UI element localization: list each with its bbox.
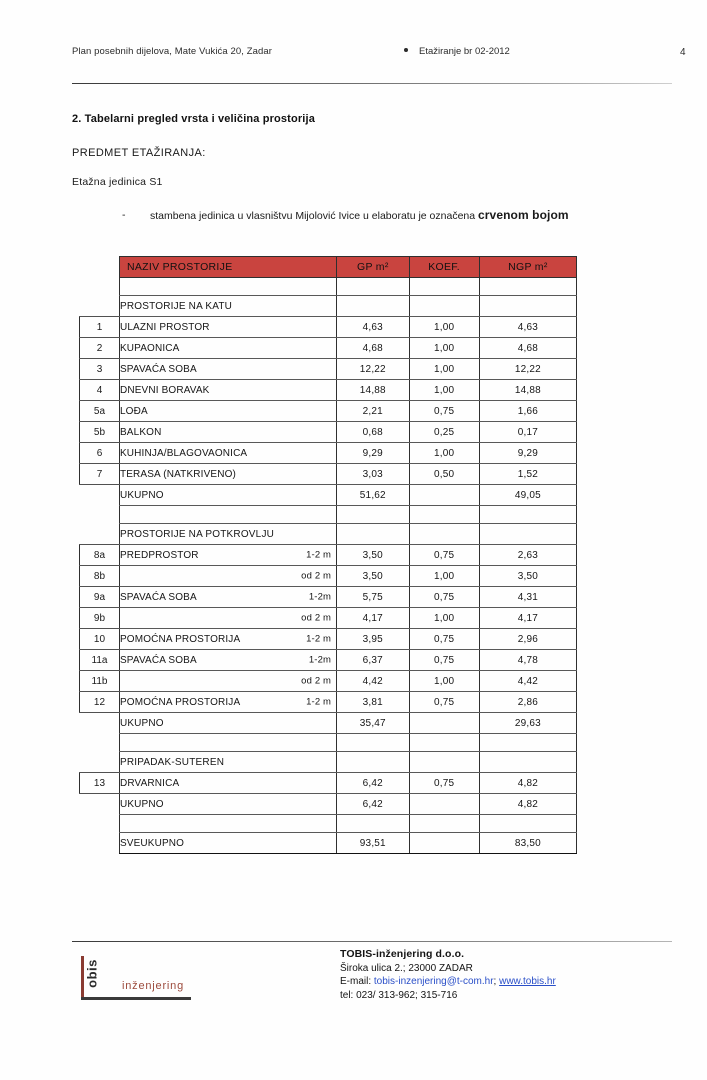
row-index-cell: 7 — [80, 464, 120, 485]
row-koef-cell: 1,00 — [409, 443, 479, 464]
bullet-icon — [404, 48, 408, 52]
row-gp-cell: 3,95 — [337, 629, 409, 650]
row-koef-cell — [409, 524, 479, 545]
table-section-row — [80, 296, 577, 317]
spacer-index-cell — [80, 815, 120, 833]
row-gp-cell: 4,17 — [337, 608, 409, 629]
spacer-name-cell — [119, 815, 336, 833]
row-koef-cell — [409, 752, 479, 773]
row-gp-cell — [337, 752, 409, 773]
row-name-cell: SPAVAĆA SOBA — [119, 359, 336, 380]
logo-horizontal-bar — [81, 997, 191, 1000]
row-koef-cell: 1,00 — [409, 380, 479, 401]
row-ngp-cell: 49,05 — [479, 485, 576, 506]
row-name-cell: LOĐA — [119, 401, 336, 422]
bullet-paragraph — [122, 208, 640, 224]
row-koef-cell — [409, 794, 479, 815]
row-ngp-cell: 0,17 — [479, 422, 576, 443]
header-reference-text: Etažiranje br 02-2012 — [419, 46, 510, 57]
table-row — [80, 671, 577, 692]
room-schedule-table — [79, 256, 577, 854]
footer-website-link[interactable]: www.tobis.hr — [499, 976, 556, 987]
row-koef-cell: 1,00 — [409, 608, 479, 629]
row-ngp-cell: 29,63 — [479, 713, 576, 734]
row-index-cell — [80, 524, 120, 545]
row-height-band-label: od 2 m — [301, 570, 332, 582]
table-subtotal-row — [80, 485, 577, 506]
subject-label: PREDMET ETAŽIRANJA: — [72, 147, 206, 159]
row-ngp-cell: 2,96 — [479, 629, 576, 650]
footer-divider — [72, 941, 672, 942]
spacer-name-cell — [119, 506, 336, 524]
table-spacer-row — [80, 734, 577, 752]
row-name-cell: KUHINJA/BLAGOVAONICA — [119, 443, 336, 464]
row-koef-cell: 1,00 — [409, 671, 479, 692]
row-gp-cell: 4,42 — [337, 671, 409, 692]
table-head — [80, 257, 577, 278]
row-ngp-cell: 4,78 — [479, 650, 576, 671]
row-index-cell — [80, 713, 120, 734]
table-row — [80, 629, 577, 650]
row-ngp-cell: 4,42 — [479, 671, 576, 692]
footer-company-name: TOBIS-inženjering d.o.o. — [340, 948, 465, 960]
row-index-cell: 3 — [80, 359, 120, 380]
row-index-cell: 12 — [80, 692, 120, 713]
row-name-cell — [119, 566, 336, 587]
table-row — [80, 692, 577, 713]
row-ngp-cell — [479, 524, 576, 545]
row-index-cell — [80, 794, 120, 815]
page-number: 4 — [680, 47, 686, 58]
row-name-cell: UKUPNO — [119, 485, 336, 506]
bullet-text-lead: stambena jedinica u vlasništvu Mijolović Ivice u elaboratu je označena — [150, 210, 479, 222]
row-index-cell: 5a — [80, 401, 120, 422]
row-gp-cell: 2,21 — [337, 401, 409, 422]
row-ngp-cell: 2,86 — [479, 692, 576, 713]
spacer-index-cell — [80, 734, 120, 752]
column-header-gp: GP m² — [337, 257, 409, 278]
row-gp-cell: 0,68 — [337, 422, 409, 443]
spacer-ngp-cell — [479, 278, 576, 296]
row-ngp-cell: 4,17 — [479, 608, 576, 629]
spacer-koef-cell — [409, 278, 479, 296]
row-koef-cell: 0,50 — [409, 464, 479, 485]
row-ngp-cell — [479, 752, 576, 773]
footer-email-separator: ; — [493, 976, 500, 987]
row-gp-cell — [337, 296, 409, 317]
spacer-index-cell — [80, 506, 120, 524]
spacer-gp-cell — [337, 278, 409, 296]
row-gp-cell: 12,22 — [337, 359, 409, 380]
row-ngp-cell: 1,52 — [479, 464, 576, 485]
table-body — [80, 278, 577, 854]
footer-contact-block — [340, 948, 556, 1002]
footer-email-line — [340, 975, 556, 989]
table-row — [80, 650, 577, 671]
spacer-name-cell — [119, 734, 336, 752]
row-ngp-cell: 9,29 — [479, 443, 576, 464]
spacer-koef-cell — [409, 815, 479, 833]
row-koef-cell: 1,00 — [409, 317, 479, 338]
logo-vertical-bar — [81, 956, 84, 1000]
row-gp-cell: 4,68 — [337, 338, 409, 359]
row-koef-cell — [409, 296, 479, 317]
row-name-cell: ULAZNI PROSTOR — [119, 317, 336, 338]
spacer-koef-cell — [409, 734, 479, 752]
row-gp-cell: 3,81 — [337, 692, 409, 713]
row-index-cell: 11a — [80, 650, 120, 671]
unit-label: Etažna jedinica S1 — [72, 176, 163, 188]
row-koef-cell: 1,00 — [409, 338, 479, 359]
row-koef-cell: 0,75 — [409, 773, 479, 794]
row-gp-cell: 93,51 — [337, 833, 409, 854]
row-name-cell: SPAVAĆA SOBA 1-2m — [119, 650, 336, 671]
header-document-title: Plan posebnih dijelova, Mate Vukića 20, Zadar — [72, 46, 273, 57]
row-index-cell — [80, 833, 120, 854]
row-index-cell: 8a — [80, 545, 120, 566]
header-divider — [72, 83, 672, 84]
spacer-name-cell — [119, 278, 336, 296]
row-gp-cell: 3,50 — [337, 545, 409, 566]
row-koef-cell — [409, 713, 479, 734]
row-gp-cell: 14,88 — [337, 380, 409, 401]
row-koef-cell — [409, 485, 479, 506]
footer-email-link[interactable]: tobis-inzenjering@t-com.hr — [373, 976, 494, 987]
row-gp-cell: 5,75 — [337, 587, 409, 608]
table-spacer-row — [80, 278, 577, 296]
row-height-band-label: 1-2m — [308, 591, 332, 603]
row-ngp-cell: 3,50 — [479, 566, 576, 587]
row-koef-cell: 1,00 — [409, 566, 479, 587]
column-header-koef: KOEF. — [409, 257, 479, 278]
table-row — [80, 545, 577, 566]
row-gp-cell: 35,47 — [337, 713, 409, 734]
table-section-row — [80, 752, 577, 773]
row-gp-cell: 4,63 — [337, 317, 409, 338]
table-row — [80, 443, 577, 464]
row-height-band-label: 1-2 m — [306, 696, 332, 708]
table-subtotal-row — [80, 794, 577, 815]
table-row — [80, 338, 577, 359]
row-name-cell: UKUPNO — [119, 713, 336, 734]
row-height-band-label: od 2 m — [301, 612, 332, 624]
row-ngp-cell: 2,63 — [479, 545, 576, 566]
row-name-cell — [119, 608, 336, 629]
row-name-cell: PROSTORIJE NA POTKROVLJU — [119, 524, 336, 545]
bullet-text-emphasis: crvenom bojom — [478, 208, 569, 222]
table-section-row — [80, 524, 577, 545]
row-index-cell: 1 — [80, 317, 120, 338]
row-ngp-cell: 4,68 — [479, 338, 576, 359]
row-ngp-cell: 12,22 — [479, 359, 576, 380]
row-ngp-cell: 4,31 — [479, 587, 576, 608]
row-name-cell: SVEUKUPNO — [119, 833, 336, 854]
row-ngp-cell: 1,66 — [479, 401, 576, 422]
spacer-ngp-cell — [479, 734, 576, 752]
table-row — [80, 773, 577, 794]
row-ngp-cell: 4,82 — [479, 794, 576, 815]
section-title: 2. Tabelarni pregled vrsta i veličina prostorija — [72, 113, 315, 125]
company-logo — [78, 952, 198, 1006]
spacer-gp-cell — [337, 734, 409, 752]
column-header-name: NAZIV PROSTORIJE — [119, 257, 336, 278]
row-index-cell: 4 — [80, 380, 120, 401]
row-name-cell: PREDPROSTOR 1-2 m — [119, 545, 336, 566]
spacer-ngp-cell — [479, 815, 576, 833]
row-height-band-label: od 2 m — [301, 675, 332, 687]
header-reference — [404, 46, 510, 57]
table-row — [80, 422, 577, 443]
spacer-ngp-cell — [479, 506, 576, 524]
row-ngp-cell: 83,50 — [479, 833, 576, 854]
footer-phone: tel: 023/ 313-962; 315-716 — [340, 989, 458, 1001]
running-header — [72, 46, 686, 68]
row-index-cell: 11b — [80, 671, 120, 692]
row-ngp-cell — [479, 296, 576, 317]
table-header-row — [80, 257, 577, 278]
table-row — [80, 608, 577, 629]
row-ngp-cell: 4,82 — [479, 773, 576, 794]
row-gp-cell: 6,42 — [337, 773, 409, 794]
table-row — [80, 587, 577, 608]
row-name-cell: DNEVNI BORAVAK — [119, 380, 336, 401]
spacer-gp-cell — [337, 506, 409, 524]
row-name-cell: UKUPNO — [119, 794, 336, 815]
row-index-cell: 13 — [80, 773, 120, 794]
row-gp-cell: 6,42 — [337, 794, 409, 815]
table-spacer-row — [80, 815, 577, 833]
row-height-band-label: 1-2 m — [306, 633, 332, 645]
row-index-cell: 6 — [80, 443, 120, 464]
row-gp-cell: 3,03 — [337, 464, 409, 485]
table-row — [80, 464, 577, 485]
footer-email-label: E-mail: — [340, 976, 374, 987]
table-row — [80, 317, 577, 338]
row-name-cell: KUPAONICA — [119, 338, 336, 359]
row-name-cell: POMOĆNA PROSTORIJA 1-2 m — [119, 629, 336, 650]
footer-address: Široka ulica 2.; 23000 ZADAR — [340, 962, 473, 974]
table-row — [80, 380, 577, 401]
table-row — [80, 566, 577, 587]
spacer-gp-cell — [337, 815, 409, 833]
row-koef-cell: 0,75 — [409, 692, 479, 713]
table-spacer-row — [80, 506, 577, 524]
row-name-cell: POMOĆNA PROSTORIJA 1-2 m — [119, 692, 336, 713]
row-index-cell: 10 — [80, 629, 120, 650]
table-row — [80, 359, 577, 380]
row-index-cell: 9a — [80, 587, 120, 608]
logo-word-text: inženjering — [122, 980, 185, 992]
row-koef-cell: 0,75 — [409, 650, 479, 671]
row-height-band-label: 1-2m — [308, 654, 332, 666]
row-index-cell: 2 — [80, 338, 120, 359]
dash-icon: - — [122, 209, 126, 221]
column-header-ngp: NGP m² — [479, 257, 576, 278]
header-index-spacer — [80, 257, 120, 278]
row-index-cell: 9b — [80, 608, 120, 629]
row-ngp-cell: 4,63 — [479, 317, 576, 338]
table-grandtotal-row — [80, 833, 577, 854]
row-name-cell: TERASA (NATKRIVENO) — [119, 464, 336, 485]
row-name-cell: SPAVAĆA SOBA 1-2m — [119, 587, 336, 608]
row-index-cell: 5b — [80, 422, 120, 443]
logo-mark-text: obis — [84, 959, 100, 988]
row-index-cell — [80, 485, 120, 506]
table-subtotal-row — [80, 713, 577, 734]
row-koef-cell: 0,75 — [409, 629, 479, 650]
row-koef-cell: 0,75 — [409, 545, 479, 566]
row-name-cell: BALKON — [119, 422, 336, 443]
row-name-cell: PRIPADAK-SUTEREN — [119, 752, 336, 773]
row-index-cell: 8b — [80, 566, 120, 587]
row-gp-cell — [337, 524, 409, 545]
row-koef-cell: 0,75 — [409, 401, 479, 422]
table-row — [80, 401, 577, 422]
spacer-koef-cell — [409, 506, 479, 524]
row-height-band-label: 1-2 m — [306, 549, 332, 561]
row-gp-cell: 3,50 — [337, 566, 409, 587]
row-koef-cell: 0,75 — [409, 587, 479, 608]
row-gp-cell: 9,29 — [337, 443, 409, 464]
row-index-cell — [80, 296, 120, 317]
row-name-cell — [119, 671, 336, 692]
row-name-cell: PROSTORIJE NA KATU — [119, 296, 336, 317]
row-gp-cell: 6,37 — [337, 650, 409, 671]
bullet-paragraph-text — [150, 208, 640, 224]
row-gp-cell: 51,62 — [337, 485, 409, 506]
row-name-cell: DRVARNICA — [119, 773, 336, 794]
spacer-index-cell — [80, 278, 120, 296]
row-koef-cell — [409, 833, 479, 854]
row-ngp-cell: 14,88 — [479, 380, 576, 401]
row-index-cell — [80, 752, 120, 773]
row-koef-cell: 0,25 — [409, 422, 479, 443]
row-koef-cell: 1,00 — [409, 359, 479, 380]
